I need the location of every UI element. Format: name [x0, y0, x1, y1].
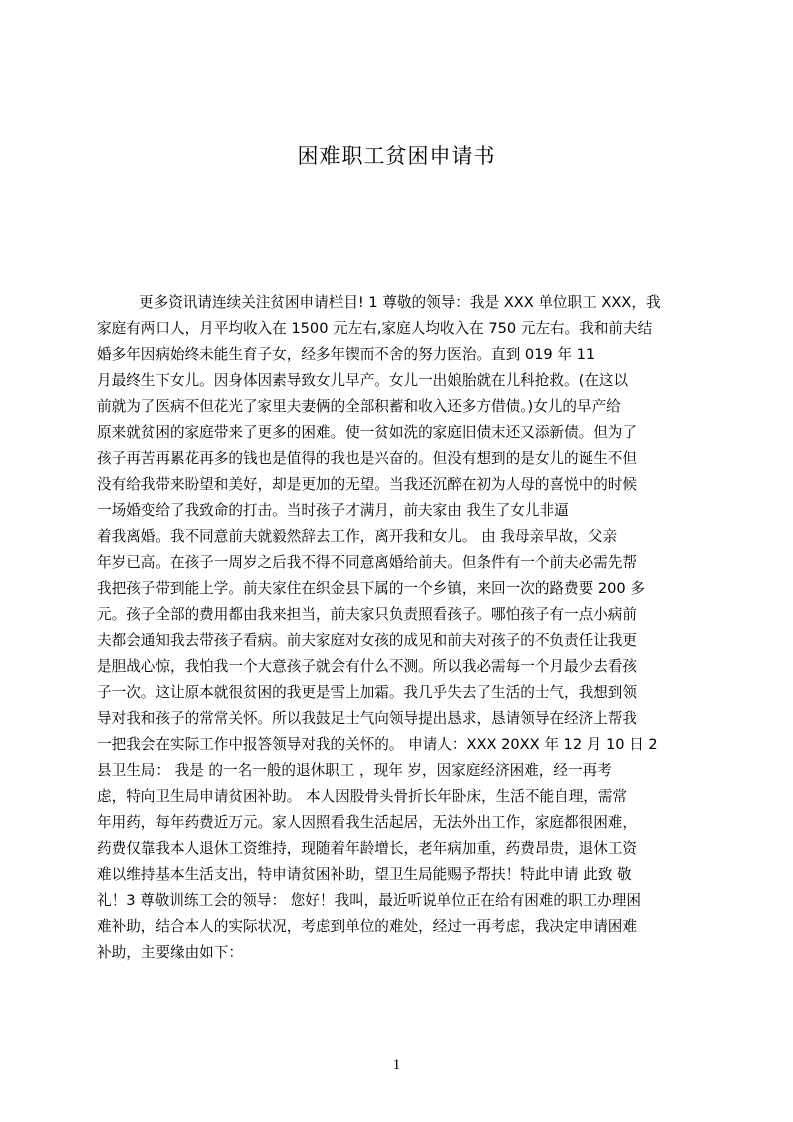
body-line: 家庭有两口人，月平均收入在 1500 元左右,家庭人均收入在 750 元左右。我和前夫结 [97, 320, 653, 337]
page-number: 1 [392, 1057, 401, 1073]
body-line: 一把我会在实际工作中报答领导对我的关怀的。 申请人：XXX 20XX 年 12 月 10 日 2 [97, 736, 658, 753]
body-line: 补助，主要缘由如下： [97, 944, 243, 961]
document-title: 困难职工贫困申请书 [297, 144, 496, 168]
body-line: 虑，特向卫生局申请贫困补助。 本人因股骨头骨折长年卧床，生活不能自理，需常 [97, 788, 628, 805]
body-line: 年用药，每年药费近万元。家人因照看我生活起居，无法外出工作，家庭都很困难， [97, 814, 637, 831]
body-line: 年岁已高。在孩子一周岁之后我不得不同意离婚给前夫。但条件有一个前夫必需先帮 [97, 554, 637, 571]
body-line: 县卫生局： 我是 的一名一般的退休职工 ，现年 岁，因家庭经济困难，经一再考 [97, 762, 612, 779]
body-line: 导对我和孩子的常常关怀。所以我鼓足士气向领导提出恳求，恳请领导在经济上帮我 [97, 710, 637, 727]
body-line: 药费仅靠我本人退休工资维持，现随着年龄增长，老年病加重，药费昂贵，退休工资 [97, 840, 637, 857]
body-line: 更多资讯请连续关注贫困申请栏目! 1 尊敬的领导：我是 XXX 单位职工 XXX，我 [139, 294, 661, 311]
body-line: 难以维持基本生活支出，特申请贫困补助，望卫生局能赐予帮扶！特此申请 此致 敬 [97, 866, 632, 883]
body-line: 原来就贫困的家庭带来了更多的困难。使一贫如洗的家庭旧债末还又添新债。但为了 [97, 424, 637, 441]
body-line: 月最终生下女儿。因身体因素导致女儿早产。女儿一出娘胎就在儿科抢救。(在这以 [97, 372, 629, 389]
body-line: 元。孩子全部的费用都由我来担当，前夫家只负责照看孩子。哪怕孩子有一点小病前 [97, 606, 637, 623]
body-line: 是胆战心惊，我怕我一个大意孩子就会有什么不测。所以我必需每一个月最少去看孩 [97, 658, 637, 675]
body-line: 没有给我带来盼望和美好，却是更加的无望。当我还沉醉在初为人母的喜悦中的时候 [97, 476, 637, 493]
body-line: 婚多年因病始终未能生育子女，经多年锲而不舍的努力医治。直到 019 年 11 [97, 346, 596, 363]
body-line: 一场婚变给了我致命的打击。当时孩子才满月，前夫家由 我生了女儿非逼 [97, 502, 569, 519]
body-line: 着我离婚。我不同意前夫就毅然辞去工作，离开我和女儿。 由 我母亲早故，父亲 [97, 528, 618, 545]
body-line: 礼！3 尊敬训练工会的领导： 您好！我叫，最近听说单位正在给有困难的职工办理困 [97, 892, 641, 909]
body-line: 夫都会通知我去带孩子看病。前夫家庭对女孩的成见和前夫对孩子的不负责任让我更 [97, 632, 637, 649]
body-line: 前就为了医病不但花光了家里夫妻俩的全部积蓄和收入还多方借债。)女儿的早产给 [97, 398, 621, 415]
document-body [97, 290, 697, 990]
body-line: 难补助，结合本人的实际状况，考虑到单位的难处，经过一再考虑，我决定申请困难 [97, 918, 637, 935]
body-line: 我把孩子带到能上学。前夫家住在织金县下属的一个乡镇，来回一次的路费要 200 多 [97, 580, 645, 597]
body-line: 子一次。这让原本就很贫困的我更是雪上加霜。我几乎失去了生活的士气，我想到领 [97, 684, 637, 701]
body-line: 孩子再苦再累花再多的钱也是值得的我也是兴奋的。但没有想到的是女儿的诞生不但 [97, 450, 637, 467]
